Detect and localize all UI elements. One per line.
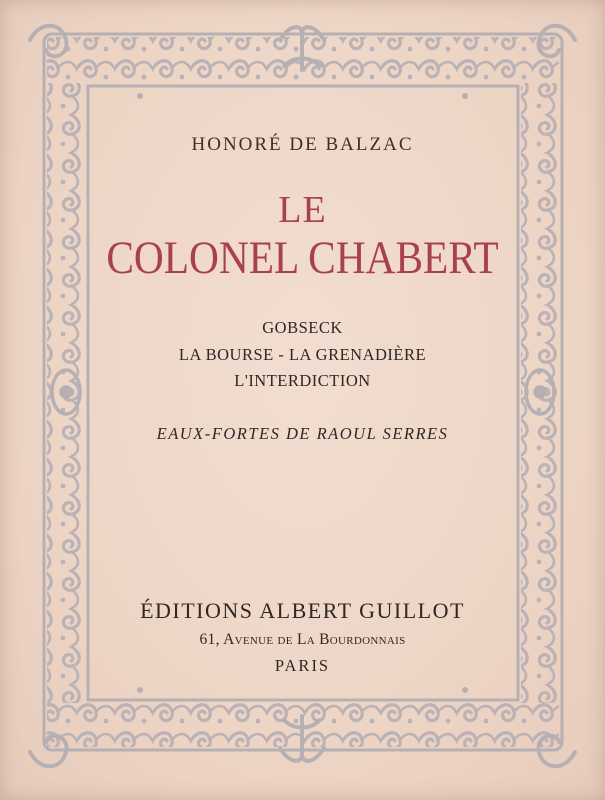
book-title: COLONEL CHABERT [106,232,499,284]
publisher-city: PARIS [274,656,331,675]
contents-item: GOBSECK [262,318,343,337]
publisher-address: 61, Avenue de La Bourdonnais [199,631,406,648]
publisher-name: ÉDITIONS ALBERT GUILLOT [140,598,465,623]
illustrator-credit: EAUX-FORTES DE RAOUL SERRES [156,424,449,443]
contents-item: L'INTERDICTION [234,371,371,390]
author-name: HONORÉ DE BALZAC [191,134,414,155]
contents-item: LA BOURSE - LA GRENADIÈRE [178,345,427,364]
title-article: LE [278,189,327,231]
